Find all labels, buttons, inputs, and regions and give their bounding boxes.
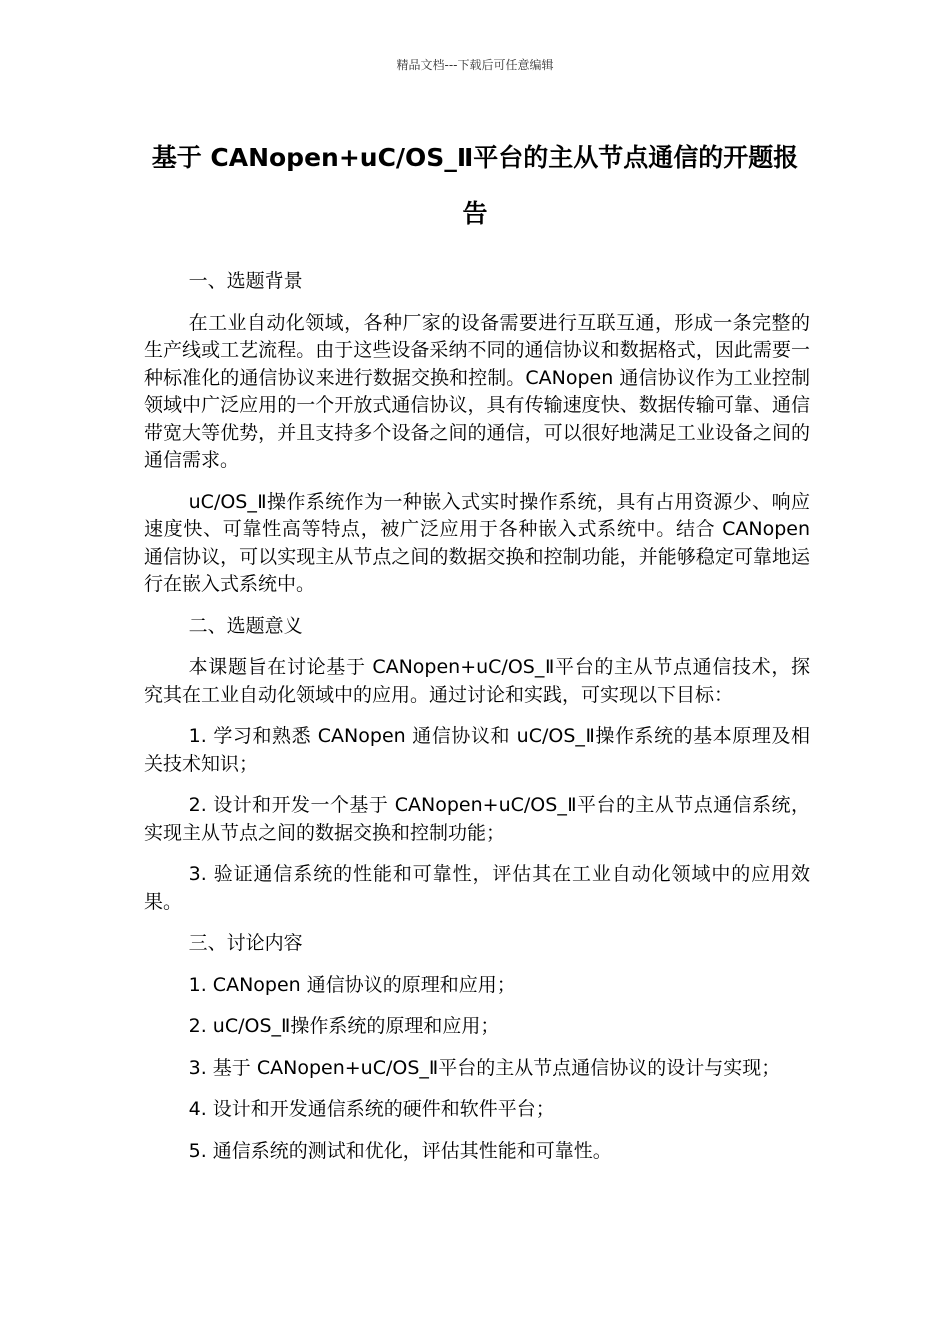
- document-body: [144, 268, 810, 1179]
- content-item-2: 2. uC/OS_Ⅱ操作系统的原理和应用；: [188, 1015, 500, 1037]
- section-heading-significance: 二、选题意义: [188, 614, 303, 637]
- content-item-4: 4. 设计和开发通信系统的硬件和软件平台；: [188, 1098, 555, 1120]
- paragraph-significance-1: 本课题旨在讨论基于 CANopen+uC/OS_Ⅱ平台的主从节点通信技术，探究其在工业自动化领域中的应用。通过讨论和实践，可实现以下目标：: [144, 656, 810, 706]
- section-heading-content: 三、讨论内容: [188, 932, 303, 954]
- goal-item-3: 3. 验证通信系统的性能和可靠性，评估其在工业自动化领域中的应用效果。: [144, 863, 810, 913]
- document-title: 基于 CANopen+uC/OS_Ⅱ平台的主从节点通信的开题报告: [151, 143, 799, 228]
- paragraph-background-1: 在工业自动化领域，各种厂家的设备需要进行互联互通，形成一条完整的生产线或工艺流程。由于这些设备采纳不同的通信协议和数据格式，因此需要一种标准化的通信协议来进行数据交换和控制。CANopen 通信协议作为工业控制领域中广泛应用的一个开放式通信协议，具有传输速度快、数据传输可靠、通信带宽大等优势，并且支持多个设备之间的通信，可以很好地满足工业设备之间的通信需求。: [144, 311, 810, 471]
- content-item-1: 1. CANopen 通信协议的原理和应用；: [188, 973, 516, 996]
- goal-item-2: 2. 设计和开发一个基于 CANopen+uC/OS_Ⅱ平台的主从节点通信系统，实现主从节点之间的数据交换和控制功能；: [144, 794, 810, 844]
- header-note: 精品文档---下载后可任意编辑: [396, 58, 554, 72]
- content-item-5: 5. 通信系统的测试和优化，评估其性能和可靠性。: [188, 1139, 612, 1162]
- paragraph-background-2: uC/OS_Ⅱ操作系统作为一种嵌入式实时操作系统，具有占用资源少、响应速度快、可靠性高等特点，被广泛应用于各种嵌入式系统中。结合 CANopen 通信协议，可以实现主从节点之间的数据交换和控制功能，并能够稳定可靠地运行在嵌入式系统中。: [144, 490, 810, 595]
- section-heading-background: 一、选题背景: [188, 270, 303, 292]
- content-item-3: 3. 基于 CANopen+uC/OS_Ⅱ平台的主从节点通信协议的设计与实现；: [188, 1056, 781, 1079]
- goal-item-1: 1. 学习和熟悉 CANopen 通信协议和 uC/OS_Ⅱ操作系统的基本原理及相关技术知识；: [144, 725, 810, 775]
